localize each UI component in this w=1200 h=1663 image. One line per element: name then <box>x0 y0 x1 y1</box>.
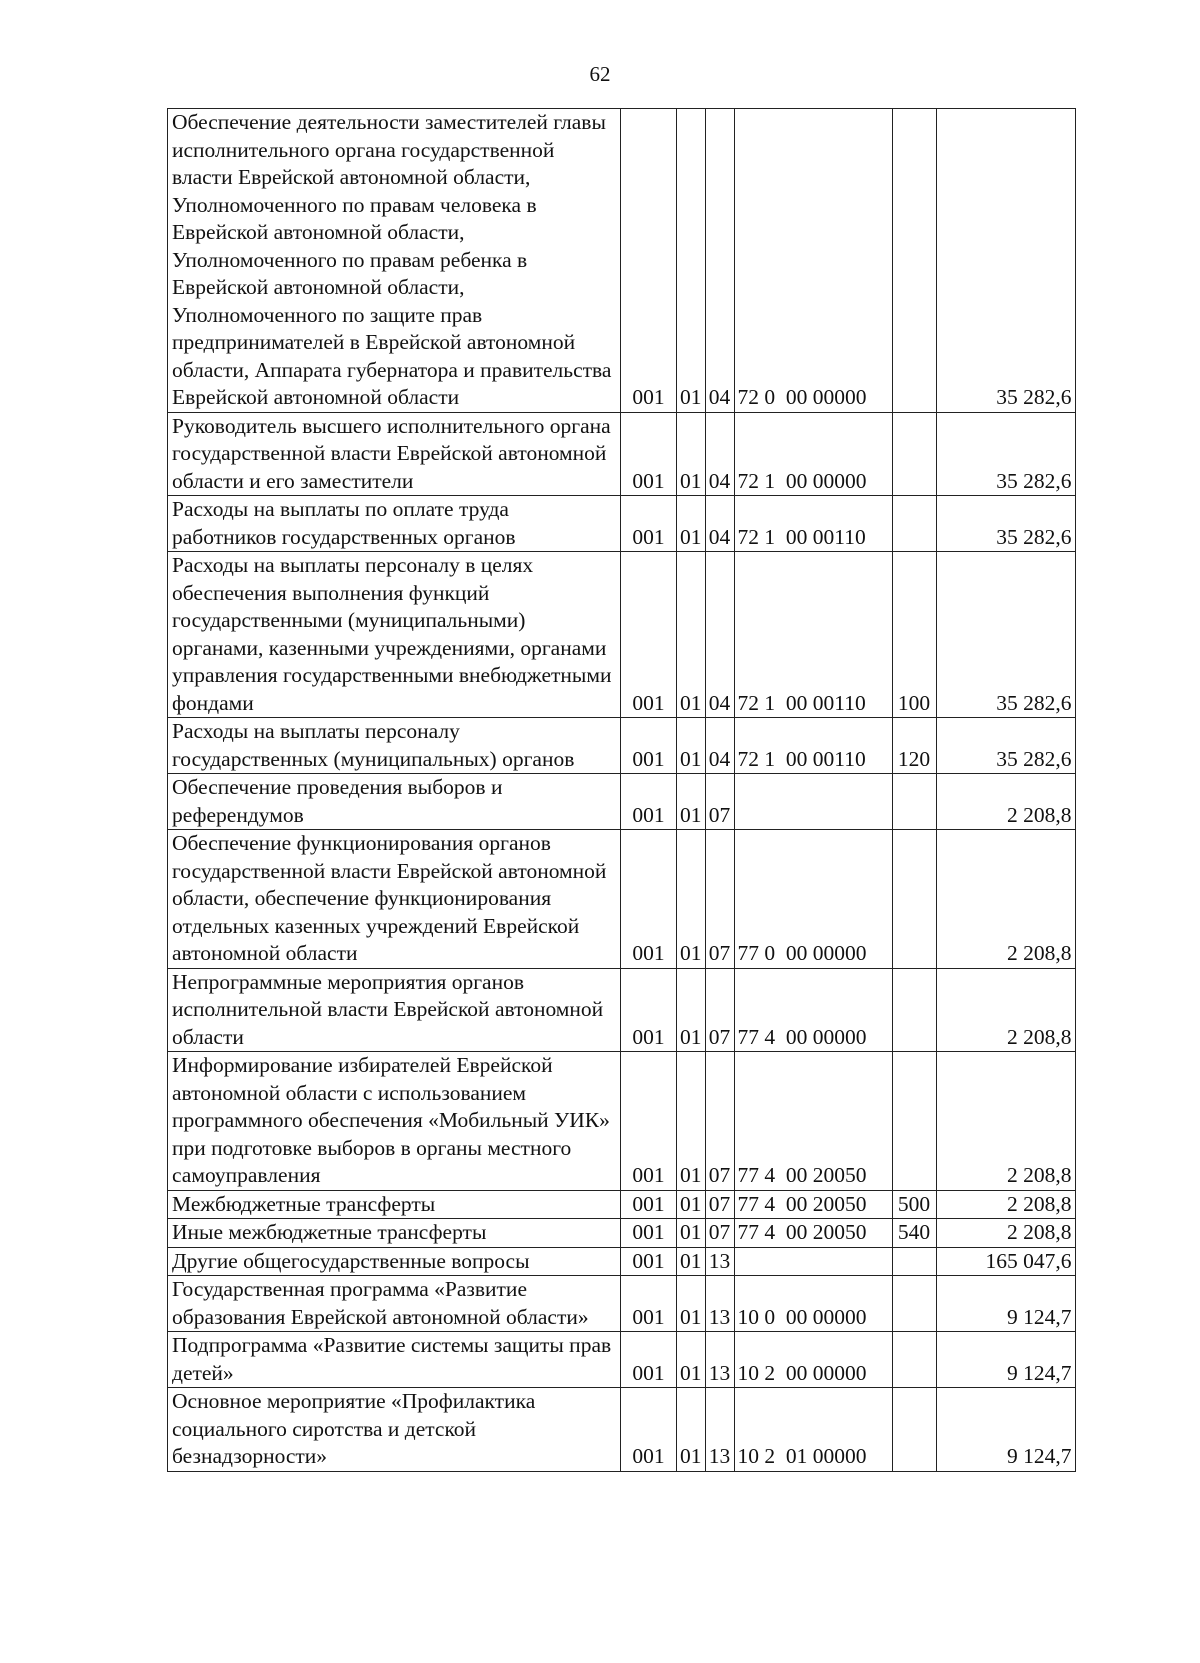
row-name: Руководитель высшего исполнительного органа государственной власти Еврейской автономной области и его заместители <box>168 412 621 496</box>
section-code: 01 <box>677 718 706 774</box>
amount: 35 282,6 <box>936 109 1075 413</box>
section-code: 01 <box>677 1219 706 1248</box>
table-row <box>168 1247 1076 1276</box>
row-name: Расходы на выплаты персоналу в целях обеспечения выполнения функций государственными (муниципальными) органами, казенными учреждениями, органами управления государственными внебюджетными фондами <box>168 552 621 718</box>
amount: 9 124,7 <box>936 1276 1075 1332</box>
gov-code: 001 <box>621 1388 677 1472</box>
target-article-code: 10 0 00 00000 <box>734 1276 892 1332</box>
expense-type-code: 500 <box>892 1190 936 1219</box>
amount: 9 124,7 <box>936 1388 1075 1472</box>
row-name: Информирование избирателей Еврейской автономной области с использованием программного обеспечения «Мобильный УИК» при подготовке выборов в органы местного самоуправления <box>168 1052 621 1191</box>
section-code: 01 <box>677 109 706 413</box>
amount: 35 282,6 <box>936 496 1075 552</box>
row-name: Другие общегосударственные вопросы <box>168 1247 621 1276</box>
subsection-code: 04 <box>705 718 734 774</box>
row-name: Подпрограмма «Развитие системы защиты прав детей» <box>168 1332 621 1388</box>
amount: 35 282,6 <box>936 552 1075 718</box>
section-code: 01 <box>677 968 706 1052</box>
gov-code: 001 <box>621 830 677 969</box>
section-code: 01 <box>677 1247 706 1276</box>
gov-code: 001 <box>621 1247 677 1276</box>
table-row <box>168 718 1076 774</box>
expense-type-code: 120 <box>892 718 936 774</box>
section-code: 01 <box>677 1190 706 1219</box>
section-code: 01 <box>677 1276 706 1332</box>
subsection-code: 13 <box>705 1247 734 1276</box>
subsection-code: 07 <box>705 774 734 830</box>
amount: 35 282,6 <box>936 718 1075 774</box>
subsection-code: 07 <box>705 968 734 1052</box>
expense-type-code <box>892 412 936 496</box>
table-row <box>168 774 1076 830</box>
row-name: Обеспечение проведения выборов и референдумов <box>168 774 621 830</box>
target-article-code: 77 4 00 00000 <box>734 968 892 1052</box>
target-article-code <box>734 774 892 830</box>
section-code: 01 <box>677 552 706 718</box>
gov-code: 001 <box>621 774 677 830</box>
gov-code: 001 <box>621 1052 677 1191</box>
row-name: Расходы на выплаты персоналу государственных (муниципальных) органов <box>168 718 621 774</box>
row-name: Основное мероприятие «Профилактика социального сиротства и детской безнадзорности» <box>168 1388 621 1472</box>
target-article-code: 77 0 00 00000 <box>734 830 892 969</box>
gov-code: 001 <box>621 1276 677 1332</box>
table-row <box>168 968 1076 1052</box>
section-code: 01 <box>677 774 706 830</box>
expense-type-code <box>892 496 936 552</box>
subsection-code: 13 <box>705 1276 734 1332</box>
expense-type-code: 100 <box>892 552 936 718</box>
row-name: Обеспечение функционирования органов государственной власти Еврейской автономной области, обеспечение функционирования отдельных казенных учреждений Еврейской автономной области <box>168 830 621 969</box>
table-row <box>168 552 1076 718</box>
table-row <box>168 830 1076 969</box>
expense-type-code: 540 <box>892 1219 936 1248</box>
row-name: Расходы на выплаты по оплате труда работников государственных органов <box>168 496 621 552</box>
table-row <box>168 109 1076 413</box>
expense-type-code <box>892 1332 936 1388</box>
expense-type-code <box>892 774 936 830</box>
subsection-code: 13 <box>705 1388 734 1472</box>
gov-code: 001 <box>621 412 677 496</box>
row-name: Государственная программа «Развитие образования Еврейской автономной области» <box>168 1276 621 1332</box>
target-article-code: 72 1 00 00110 <box>734 496 892 552</box>
table-row <box>168 1190 1076 1219</box>
amount: 2 208,8 <box>936 1190 1075 1219</box>
expense-type-code <box>892 830 936 969</box>
section-code: 01 <box>677 1332 706 1388</box>
amount: 165 047,6 <box>936 1247 1075 1276</box>
section-code: 01 <box>677 496 706 552</box>
amount: 2 208,8 <box>936 774 1075 830</box>
expense-type-code <box>892 1388 936 1472</box>
target-article-code <box>734 1247 892 1276</box>
row-name: Иные межбюджетные трансферты <box>168 1219 621 1248</box>
table-row <box>168 412 1076 496</box>
table-row <box>168 1052 1076 1191</box>
amount: 35 282,6 <box>936 412 1075 496</box>
subsection-code: 07 <box>705 830 734 969</box>
gov-code: 001 <box>621 109 677 413</box>
section-code: 01 <box>677 412 706 496</box>
gov-code: 001 <box>621 718 677 774</box>
table-row <box>168 496 1076 552</box>
subsection-code: 13 <box>705 1332 734 1388</box>
row-name: Обеспечение деятельности заместителей главы исполнительного органа государственной власти Еврейской автономной области, Уполномоченного по правам человека в Еврейской автономной области, Уполномоченного по правам ребенка в Еврейской автономной области, Уполномоченного по защите прав предпринимателей в Еврейской автономной области, Аппарата губернатора и правительства Еврейской автономной области <box>168 109 621 413</box>
row-name: Межбюджетные трансферты <box>168 1190 621 1219</box>
gov-code: 001 <box>621 1219 677 1248</box>
expense-type-code <box>892 968 936 1052</box>
gov-code: 001 <box>621 496 677 552</box>
target-article-code: 72 1 00 00110 <box>734 718 892 774</box>
page-number: 62 <box>589 62 611 86</box>
target-article-code: 77 4 00 20050 <box>734 1219 892 1248</box>
target-article-code: 77 4 00 20050 <box>734 1190 892 1219</box>
subsection-code: 07 <box>705 1052 734 1191</box>
section-code: 01 <box>677 830 706 969</box>
target-article-code: 10 2 00 00000 <box>734 1332 892 1388</box>
budget-rows <box>168 109 1076 1472</box>
section-code: 01 <box>677 1388 706 1472</box>
amount: 2 208,8 <box>936 1052 1075 1191</box>
expense-type-code <box>892 109 936 413</box>
row-name: Непрограммные мероприятия органов исполнительной власти Еврейской автономной области <box>168 968 621 1052</box>
gov-code: 001 <box>621 552 677 718</box>
amount: 9 124,7 <box>936 1332 1075 1388</box>
table-row <box>168 1276 1076 1332</box>
budget-table <box>167 108 1076 1472</box>
target-article-code: 72 0 00 00000 <box>734 109 892 413</box>
gov-code: 001 <box>621 1332 677 1388</box>
target-article-code: 72 1 00 00110 <box>734 552 892 718</box>
target-article-code: 77 4 00 20050 <box>734 1052 892 1191</box>
subsection-code: 04 <box>705 496 734 552</box>
gov-code: 001 <box>621 968 677 1052</box>
table-row <box>168 1388 1076 1472</box>
gov-code: 001 <box>621 1190 677 1219</box>
amount: 2 208,8 <box>936 830 1075 969</box>
subsection-code: 04 <box>705 109 734 413</box>
expense-type-code <box>892 1276 936 1332</box>
amount: 2 208,8 <box>936 968 1075 1052</box>
target-article-code: 72 1 00 00000 <box>734 412 892 496</box>
subsection-code: 04 <box>705 412 734 496</box>
target-article-code: 10 2 01 00000 <box>734 1388 892 1472</box>
section-code: 01 <box>677 1052 706 1191</box>
subsection-code: 04 <box>705 552 734 718</box>
table-row <box>168 1219 1076 1248</box>
amount: 2 208,8 <box>936 1219 1075 1248</box>
table-row <box>168 1332 1076 1388</box>
expense-type-code <box>892 1247 936 1276</box>
subsection-code: 07 <box>705 1190 734 1219</box>
expense-type-code <box>892 1052 936 1191</box>
subsection-code: 07 <box>705 1219 734 1248</box>
